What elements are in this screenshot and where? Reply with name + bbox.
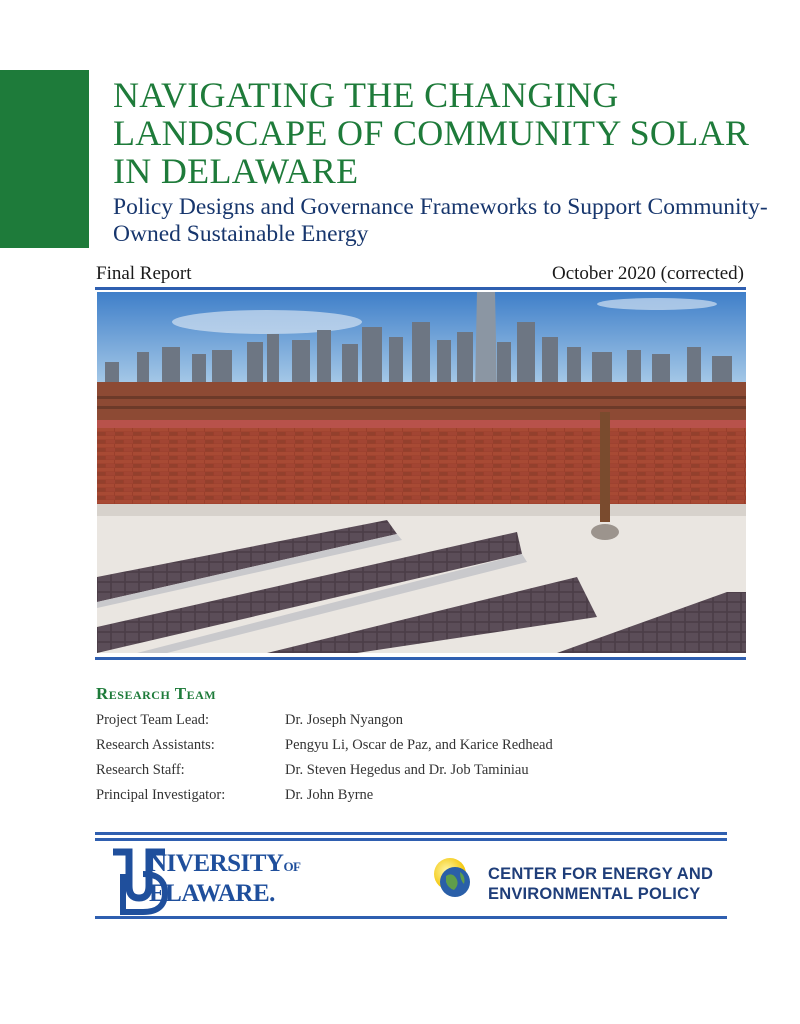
team-names: Dr. Steven Hegedus and Dr. Job Taminiau (285, 762, 529, 778)
report-subtitle: Policy Designs and Governance Frameworks to Support Community-Owned Sustainable Energy (113, 194, 768, 247)
logo-top-rule (95, 832, 727, 835)
logo-bottom-rule (95, 916, 727, 919)
report-date: October 2020 (corrected) (551, 263, 744, 284)
team-role: Principal Investigator: (96, 787, 226, 803)
ud-wordmark-top: NIVERSITYOF (149, 850, 301, 877)
team-role: Research Assistants: (96, 737, 215, 753)
team-names: Pengyu Li, Oscar de Paz, and Karice Redhead (285, 737, 553, 753)
research-team-heading: Research Team (96, 684, 217, 703)
photo-bottom-rule (95, 657, 746, 660)
logo-top-rule (95, 838, 727, 841)
cover-photo (97, 292, 746, 653)
ceep-line-2: ENVIRONMENTAL POLICY (488, 885, 701, 903)
team-role: Project Team Lead: (96, 712, 210, 728)
team-role: Research Staff: (96, 762, 185, 778)
ceep-wordmark (488, 864, 713, 904)
university-of-delaware-logo (109, 846, 409, 916)
report-type: Final Report (96, 263, 192, 284)
logo-band (95, 832, 727, 924)
report-title: NAVIGATING THE CHANGING LANDSCAPE OF COMMUNITY SOLAR IN DELAWARE (113, 75, 750, 191)
green-accent-block (0, 70, 89, 248)
team-names: Dr. Joseph Nyangon (285, 712, 404, 728)
top-rule (95, 287, 746, 290)
ceep-line-1: CENTER FOR ENERGY AND (488, 865, 714, 883)
ud-wordmark-bottom: ELAWARE. (149, 880, 275, 907)
team-names: Dr. John Byrne (285, 787, 374, 803)
globe-icon (430, 856, 478, 904)
